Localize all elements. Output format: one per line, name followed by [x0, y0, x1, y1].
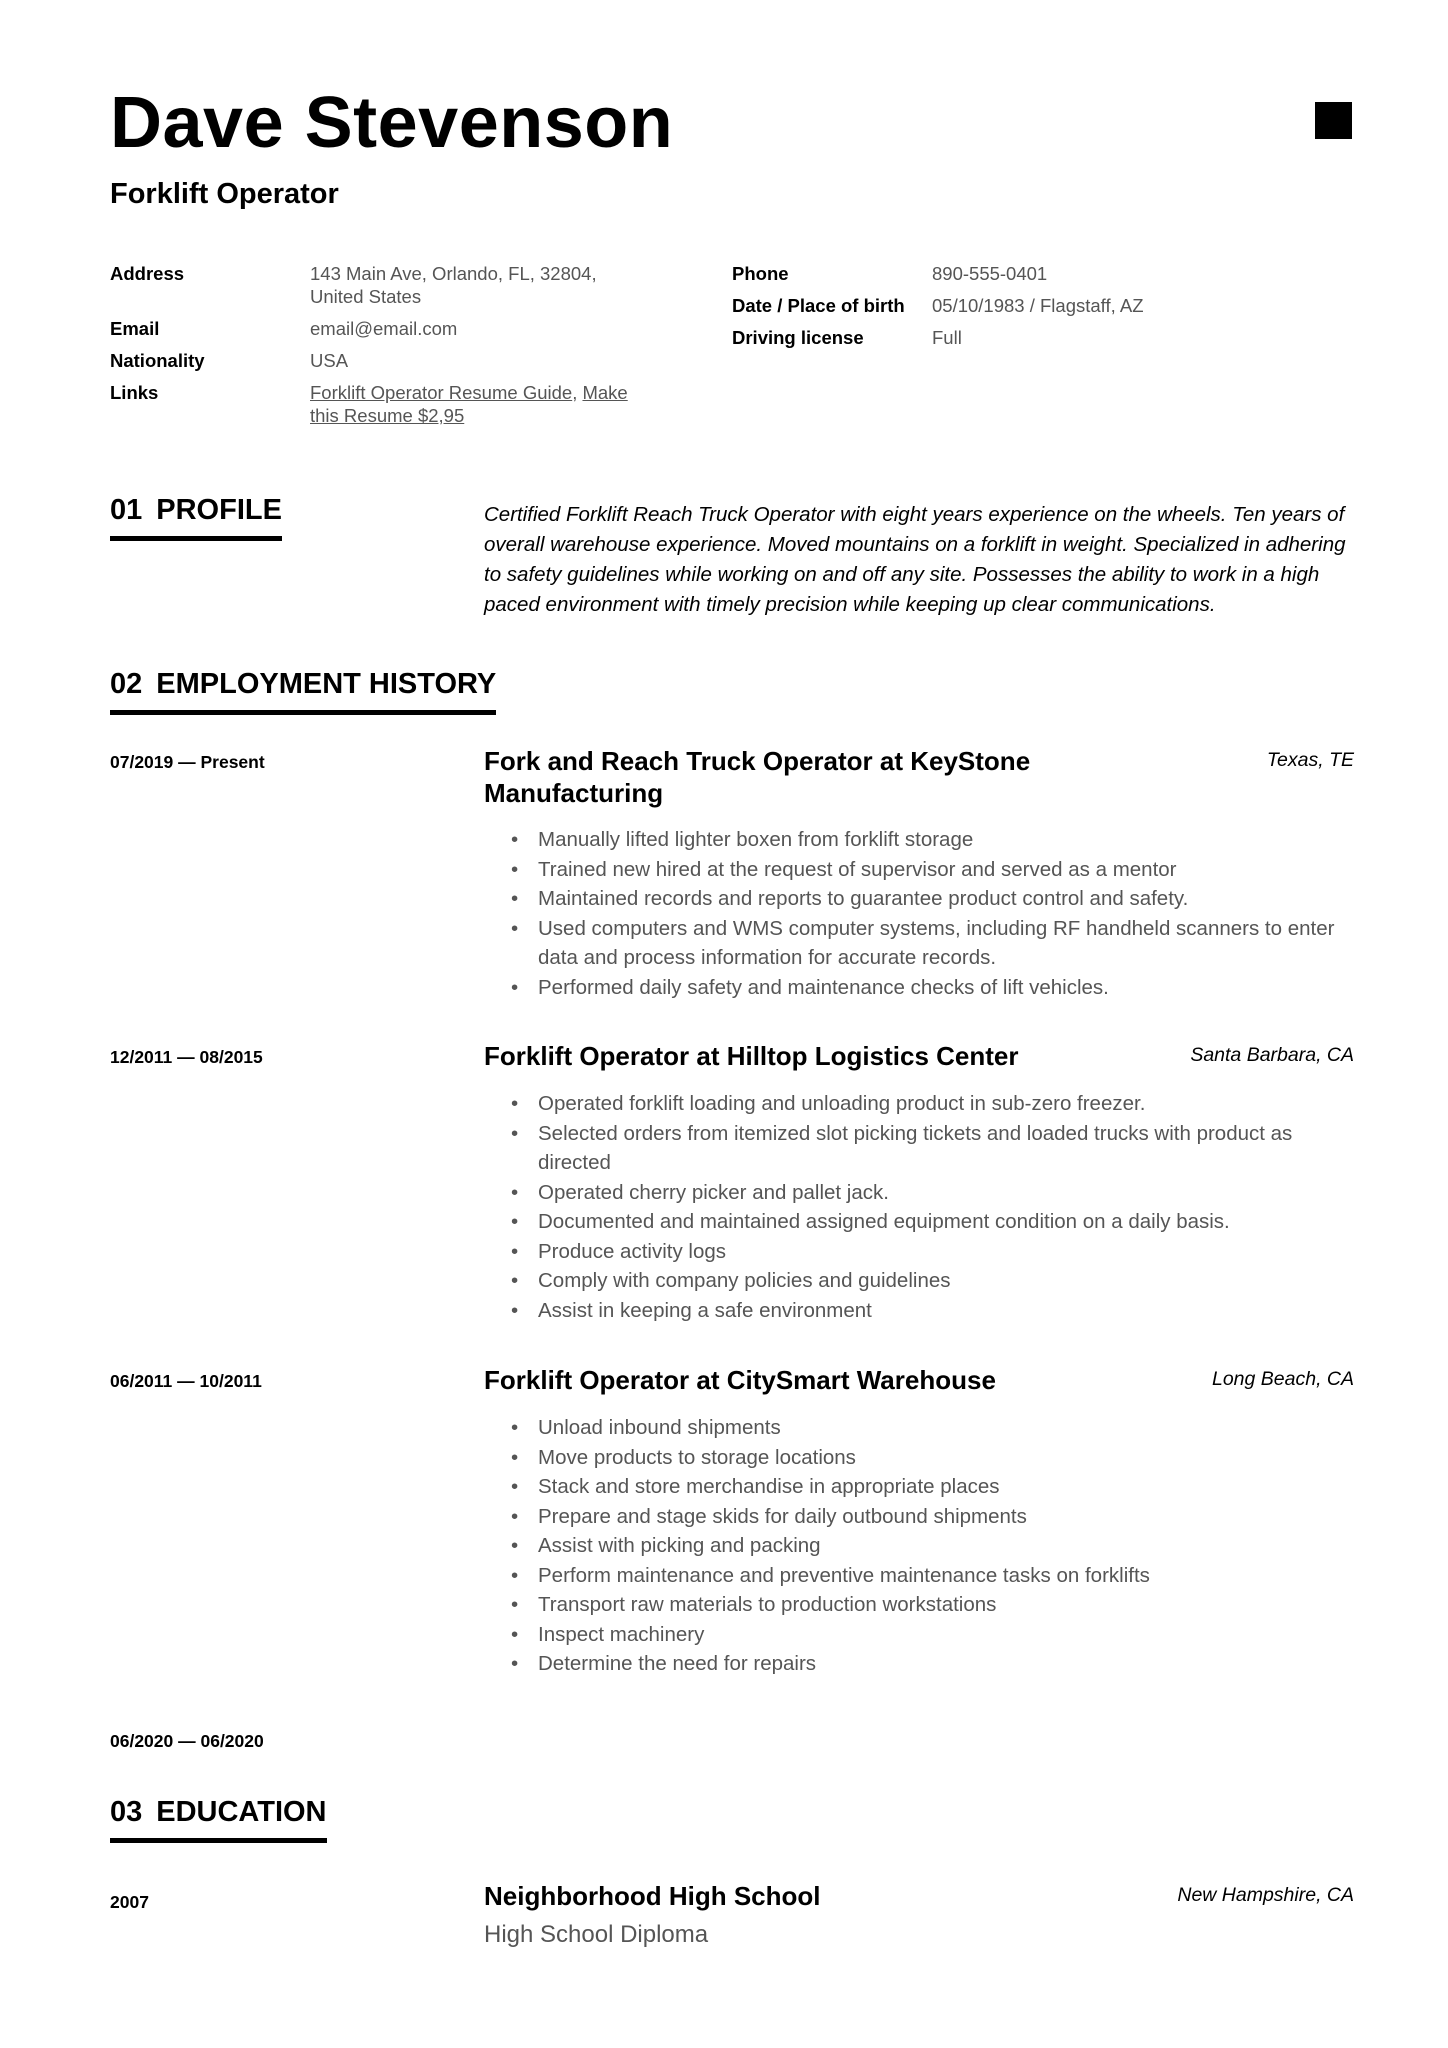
links-value: [310, 381, 650, 427]
dob-value: 05/10/1983 / Flagstaff, AZ: [932, 295, 1144, 316]
job-bullet: • Prepare and stage skids for daily outbound shipments: [484, 1502, 1354, 1532]
links-separator: ,: [572, 382, 583, 403]
nationality-label: Nationality: [110, 350, 205, 371]
job-bullet: • Operated cherry picker and pallet jack.: [484, 1178, 1354, 1208]
job-title: Forklift Operator at CitySmart Warehouse: [484, 1365, 996, 1395]
employment-title: EMPLOYMENT HISTORY: [156, 668, 497, 700]
extra-job-date: 06/2020 — 06/2020: [110, 1731, 264, 1751]
detail-row-address: [110, 262, 670, 308]
job-date: 12/2011 — 08/2015: [110, 1047, 263, 1067]
detail-row-license: [732, 326, 1292, 349]
resume-guide-link[interactable]: Forklift Operator Resume Guide: [310, 382, 573, 403]
job-date: 06/2011 — 10/2011: [110, 1371, 262, 1391]
profile-number: 01: [110, 494, 143, 526]
education-number: 03: [110, 1796, 143, 1828]
details-right: [732, 262, 1292, 358]
phone-value: 890-555-0401: [932, 263, 1048, 284]
job-location: Long Beach, CA: [1211, 1368, 1354, 1390]
address-label: Address: [110, 263, 185, 284]
job-bullet: • Stack and store merchandise in appropriate places: [484, 1472, 1354, 1502]
job-bullet: • Perform maintenance and preventive maintenance tasks on forklifts: [484, 1561, 1354, 1591]
employment-number: 02: [110, 668, 143, 700]
job-bullet: • Performed daily safety and maintenance checks of lift vehicles.: [484, 973, 1354, 1003]
square-logo-icon: [1315, 102, 1352, 139]
job-bullet: • Used computers and WMS computer systems, including RF handheld scanners to enter data and process information for accurate records.: [484, 914, 1354, 973]
job-bullet: • Unload inbound shipments: [484, 1413, 1354, 1443]
license-label: Driving license: [732, 327, 864, 348]
links-label: Links: [110, 382, 159, 403]
education-school: Neighborhood High School: [484, 1881, 821, 1911]
address-value: 143 Main Ave, Orlando, FL, 32804, United States: [310, 263, 597, 307]
detail-row-dob: [732, 294, 1292, 317]
job-date: 07/2019 — Present: [110, 752, 265, 772]
job-title: Forklift Operator at Hilltop Logistics Center: [484, 1041, 1019, 1071]
job-location: Texas, TE: [1266, 749, 1354, 771]
detail-row-email: [110, 317, 670, 340]
candidate-name: Dave Stevenson: [110, 83, 674, 163]
employment-heading: [110, 666, 496, 715]
job-bullet: • Operated forklift loading and unloading product in sub-zero freezer.: [484, 1089, 1354, 1119]
job-bullet: • Move products to storage locations: [484, 1443, 1354, 1473]
candidate-job-title: Forklift Operator: [110, 178, 339, 210]
job-bullet-list: [484, 1089, 1354, 1325]
job-bullet: • Inspect machinery: [484, 1620, 1354, 1650]
dob-label: Date / Place of birth: [732, 295, 905, 316]
education-date: 2007: [110, 1892, 149, 1912]
job-bullet: • Manually lifted lighter boxen from forklift storage: [484, 825, 1354, 855]
education-degree: High School Diploma: [484, 1921, 709, 1948]
job-bullet-list: [484, 1413, 1354, 1679]
detail-row-nationality: [110, 349, 670, 372]
job-bullet: • Comply with company policies and guidelines: [484, 1266, 1354, 1296]
details-left: [110, 262, 670, 436]
job-bullet: • Selected orders from itemized slot picking tickets and loaded trucks with product as directed: [484, 1119, 1354, 1178]
job-title: Fork and Reach Truck Operator at KeyStone Manufacturing: [484, 746, 1031, 808]
job-bullet: • Documented and maintained assigned equipment condition on a daily basis.: [484, 1207, 1354, 1237]
job-location: Santa Barbara, CA: [1190, 1044, 1354, 1066]
job-bullet: • Trained new hired at the request of supervisor and served as a mentor: [484, 855, 1354, 885]
detail-row-links: [110, 381, 670, 427]
detail-row-phone: [732, 262, 1292, 285]
job-bullet: • Assist with picking and packing: [484, 1531, 1354, 1561]
nationality-value: USA: [310, 350, 349, 371]
education-title: EDUCATION: [156, 1796, 327, 1828]
profile-heading: [110, 492, 282, 541]
job-bullet: • Transport raw materials to production workstations: [484, 1590, 1354, 1620]
profile-summary: Certified Forklift Reach Truck Operator with eight years experience on the wheels. Ten years of overall warehouse experience. Moved mountains on a forklift in weight. Specialized in adhering to safety guidelines while working on and off any site. Possesses the ability to work in a high paced environment with timely precision while keeping up clear communications.: [484, 503, 1346, 616]
education-location: New Hampshire, CA: [1177, 1884, 1354, 1906]
job-bullet: • Maintained records and reports to guarantee product control and safety.: [484, 884, 1354, 914]
profile-title: PROFILE: [156, 494, 282, 526]
job-bullet: • Produce activity logs: [484, 1237, 1354, 1267]
email-value: email@email.com: [310, 318, 458, 339]
education-heading: [110, 1794, 327, 1843]
email-label: Email: [110, 318, 160, 339]
license-value: Full: [932, 327, 962, 348]
job-bullet: • Determine the need for repairs: [484, 1649, 1354, 1679]
make-resume-link[interactable]: Make this Resume $2,95: [310, 382, 628, 426]
job-bullet-list: [484, 825, 1354, 1002]
phone-label: Phone: [732, 263, 789, 284]
job-bullet: • Assist in keeping a safe environment: [484, 1296, 1354, 1326]
